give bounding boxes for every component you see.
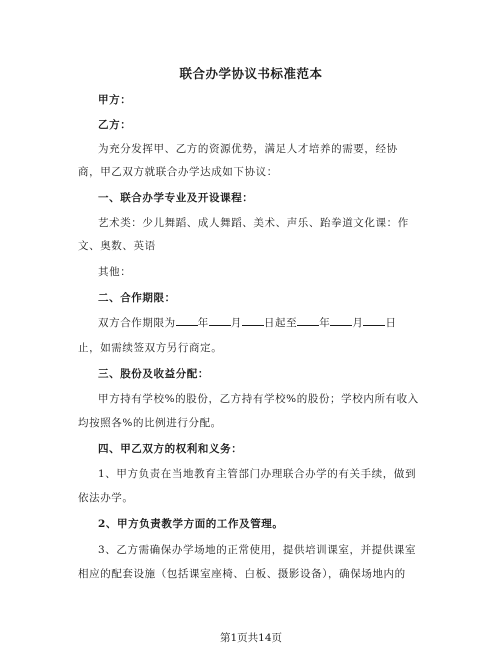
blank-field (363, 315, 385, 326)
term-year-2: 年 (319, 317, 331, 329)
blank-field (330, 315, 352, 326)
section-3-line-1: 甲方持有学校%的股份，乙方持有学校%的股份；学校内所有收入 (98, 393, 419, 405)
section-2-heading: 二、合作期限： (98, 292, 176, 304)
term-day-2: 日 (385, 317, 397, 329)
term-prefix: 双方合作期限为 (98, 317, 176, 329)
term-day-1: 日起至 (263, 317, 298, 329)
blank-field (176, 315, 198, 326)
section-1-line-2: 文、奥数、英语 (78, 240, 156, 252)
blank-field (297, 315, 319, 326)
party-b-label: 乙方： (98, 119, 132, 131)
blank-field (209, 315, 231, 326)
intro-line-1: 为充分发挥甲、乙方的资源优势，满足人才培养的需要，经协 (98, 143, 398, 155)
section-4-item-1-line-1: 1、甲方负责在当地教育主管部门办理联合办学的有关手续，做到 (98, 468, 417, 480)
section-2-line-2: 止，如需续签双方另行商定。 (78, 342, 223, 354)
intro-line-2: 商，甲乙双方就联合办学达成如下协议： (78, 166, 278, 178)
term-year-1: 年 (197, 317, 209, 329)
section-1-line-1: 艺术类：少儿舞蹈、成人舞蹈、美术、声乐、跆拳道文化课：作 (98, 217, 409, 229)
section-3-heading: 三、股份及收益分配： (98, 368, 209, 380)
section-1-other: 其他： (98, 266, 132, 278)
section-3-line-2: 均按照各%的比例进行分配。 (78, 417, 222, 429)
page-footer: 第1页共14页 (219, 632, 283, 644)
section-4-heading: 四、甲乙双方的权利和义务： (98, 443, 243, 455)
section-4-item-3-line-1: 3、乙方需确保办学场地的正常使用，提供培训课室，并提供课室 (98, 544, 417, 556)
blank-field (242, 315, 264, 326)
document-title: 联合办学协议书标准范本 (179, 66, 323, 81)
party-a-label: 甲方： (98, 94, 132, 106)
section-4-item-1-line-2: 依法办学。 (78, 492, 134, 504)
term-month-2: 月 (352, 317, 364, 329)
section-1-heading: 一、联合办学专业及开设课程： (98, 192, 254, 204)
section-4-item-3-line-2: 相应的配套设施（包括课室座椅、白板、摄影设备），确保场地内的 (78, 568, 406, 580)
section-2-line-1 (98, 315, 397, 330)
section-4-item-2: 2、甲方负责教学方面的工作及管理。 (98, 518, 284, 530)
term-month-1: 月 (230, 317, 242, 329)
